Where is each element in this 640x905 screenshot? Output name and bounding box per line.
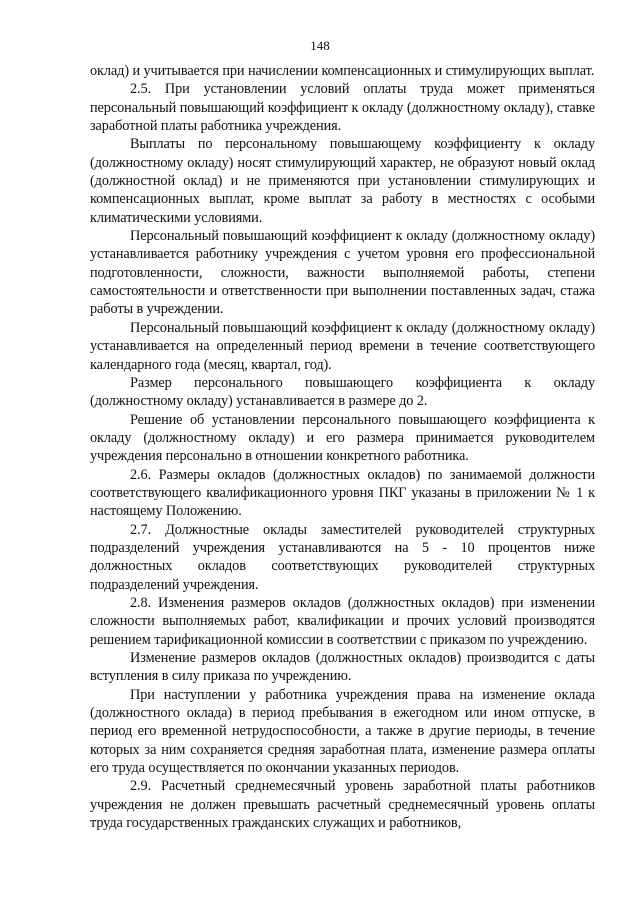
paragraph-2-8-effective-date: Изменение размеров окладов (должностных окладов) производится с даты вступления в силу приказа по учреждению. xyxy=(90,650,595,685)
paragraph-2-8: 2.8. Изменения размеров окладов (должностных окладов) при изменении сложности выполняемых работ, квалификации и прочих условий производятся решением тарификационной комиссии в соответствии с приказом по учреждению. xyxy=(90,594,595,648)
document-body xyxy=(90,62,595,832)
paragraph-2-5-criteria: Персональный повышающий коэффициент к окладу (должностному окладу) устанавливается работнику учреждения с учетом уровня его профессиональной подготовленности, сложности, важности выполняемой работы, степени самостоятельности и ответственности при выполнении поставленных задач, стажа работы в учреждении. xyxy=(90,228,595,318)
paragraph-2-5-size: Размер персонального повышающего коэффициента к окладу (должностному окладу) устанавливается в размере до 2. xyxy=(90,374,595,410)
paragraph-2-9: 2.9. Расчетный среднемесячный уровень заработной платы работников учреждения не должен превышать расчетный среднемесячный уровень оплаты труда государственных гражданских служащих и работников, xyxy=(90,778,595,832)
paragraph-2-5-payments: Выплаты по персональному повышающему коэффициенту к окладу (должностному окладу) носят стимулирующий характер, не образуют новый оклад (должностной оклад) и не применяются при установлении стимулирующих и компенсационных выплат, кроме выплат за работу в местностях с особыми климатическими условиями. xyxy=(90,136,595,226)
paragraph-2-5-period: Персональный повышающий коэффициент к окладу (должностному окладу) устанавливается на определенный период времени в течение соответствующего календарного года (месяц, квартал, год). xyxy=(90,319,595,373)
paragraph-2-6: 2.6. Размеры окладов (должностных окладов) по занимаемой должности соответствующего квалификационного уровня ПКГ указаны в приложении № 1 к настоящему Положению. xyxy=(90,466,595,520)
paragraph-2-5: 2.5. При установлении условий оплаты труда может применяться персональный повышающий коэффициент к окладу (должностному окладу), ставке заработной платы работника учреждения. xyxy=(90,81,595,135)
paragraph-2-7: 2.7. Должностные оклады заместителей руководителей структурных подразделений учреждения устанавливаются на 5 - 10 процентов ниже должностных окладов соответствующих руководителей структурных подразделений учреждения. xyxy=(90,521,595,593)
paragraph-continuation: оклад) и учитывается при начислении компенсационных и стимулирующих выплат. xyxy=(90,63,595,79)
paragraph-2-8-leave: При наступлении у работника учреждения права на изменение оклада (должностного оклада) в период пребывания в ежегодном или ином отпуске, в период его временной нетрудоспособности, а также в другие периоды, в течение которых за ним сохраняется средняя заработная плата, изменение размера оплаты его труда осуществляется по окончании указанных периодов. xyxy=(90,686,595,777)
paragraph-2-5-decision: Решение об установлении персонального повышающего коэффициента к окладу (должностному окладу) и его размера принимается руководителем учреждения персонально в отношении конкретного работника. xyxy=(90,411,595,465)
page-number: 148 xyxy=(310,38,330,53)
